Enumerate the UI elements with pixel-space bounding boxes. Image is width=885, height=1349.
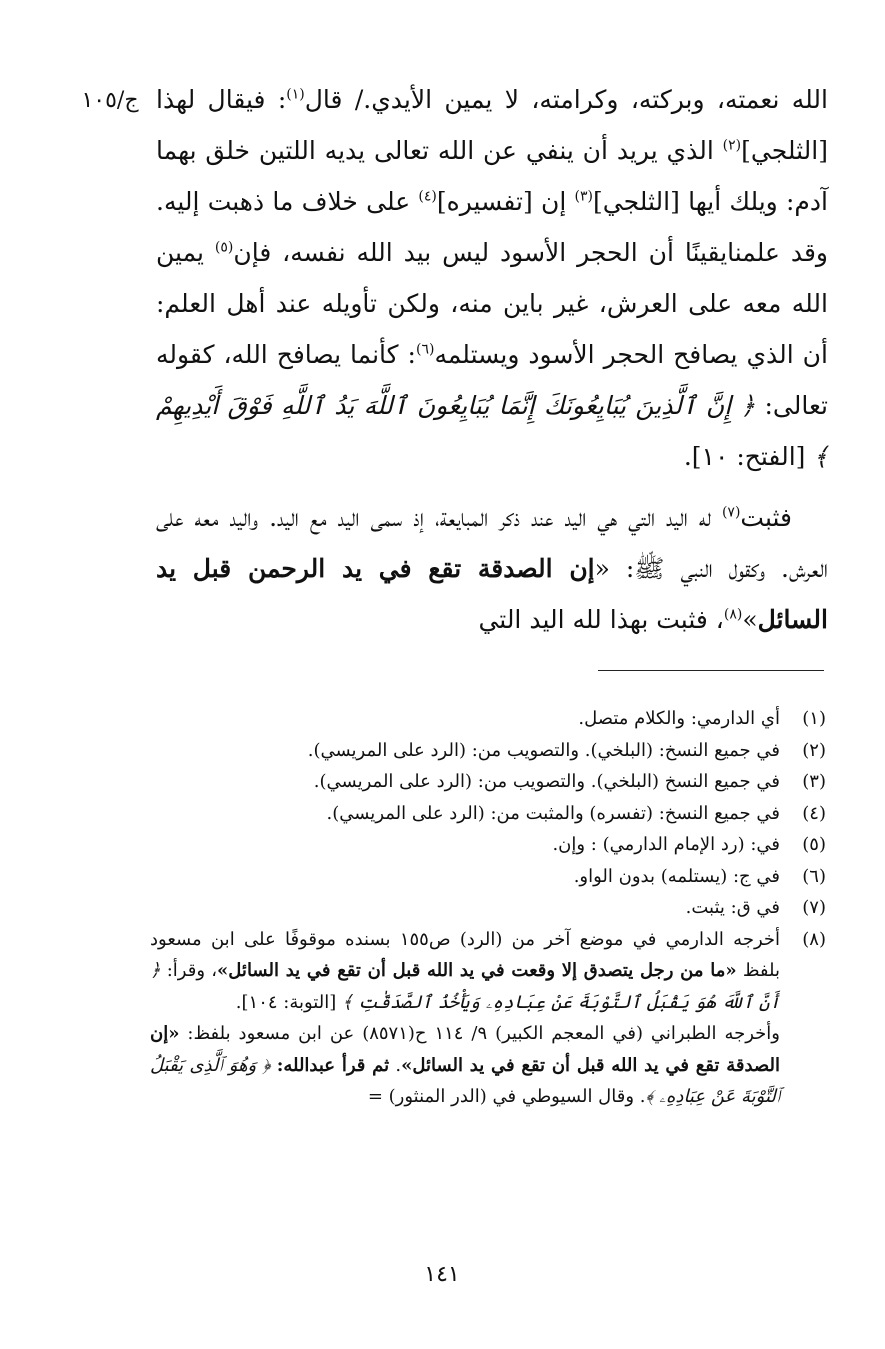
footnote-text: [150, 924, 780, 1113]
footnote-marker: (٢): [722, 137, 742, 154]
main-text: [156, 74, 828, 645]
text-segment: ، فثبت بهذا لله اليد التي: [478, 605, 724, 634]
text-segment: الذي يريد أن ينفي عن الله تعالى يديه اللتين خلق بهما آدم: ويلك أيها [الثلجي]: [156, 136, 828, 216]
text-segment: فثبت: [740, 503, 792, 532]
footnotes: [150, 703, 826, 1113]
footnote-paragraph: [150, 829, 780, 861]
footnote-text: [150, 703, 780, 735]
footnote-number: (٣): [802, 771, 826, 792]
text-segment: في ج: (يستلمه) بدون الواو.: [573, 865, 780, 887]
footnote-marker: (٥): [214, 239, 234, 256]
footnote-paragraph: [150, 924, 780, 1019]
margin-volume-reference: ج/١٠٥: [81, 88, 139, 113]
footnote: [150, 798, 826, 830]
footnote-paragraph: [150, 766, 780, 798]
footnote: [150, 766, 826, 798]
quran-quote: ﴿ وَهُوَ ٱلَّذِى يَقْبَلُ ٱلتَّوْبَةَ عَنْ عِبَادِهِۦ ﴾: [150, 1054, 780, 1107]
footnote-number: (١): [802, 708, 826, 729]
text-segment: في جميع النسخ (البلخي). والتصويب من: (الرد على المريسي).: [313, 771, 780, 792]
hadith-text: «ما من رجل يتصدق إلا وقعت في يد الله قبل أن تقع في يد السائل»: [217, 960, 737, 981]
footnote-paragraph: [150, 892, 780, 924]
footnote-number: (٤): [802, 802, 826, 824]
footnote-marker: (١): [286, 86, 305, 103]
footnote-text: [150, 861, 780, 893]
footnote-text: [150, 798, 780, 830]
footnote-text: [150, 766, 780, 798]
footnote: [150, 861, 826, 893]
footnote-text: [150, 829, 780, 861]
footnote-text: [150, 735, 780, 767]
footnote-paragraph: [150, 735, 780, 767]
text-segment: الله نعمته، وبركته، وكرامته، لا يمين الأيدي./ قال: [304, 85, 828, 114]
text-segment: على خلاف ما ذهبت إليه. وقد علمنايقينًا أن الحجر الأسود ليس بيد الله نفسه، فإن: [156, 187, 828, 267]
quran-quote: ﴿ أَنَّ ٱللَّهَ هُوَ يَقْبَلُ ٱلتَّوْبَةَ عَنْ عِبَادِهِۦ وَيَأْخُذُ ٱلصَّدَقَٰتِ ﴾: [150, 960, 780, 1013]
footnote-separator: [598, 670, 824, 671]
text-segment: في جميع النسخ: (البلخي). والتصويب من: (الرد على المريسي).: [307, 739, 780, 761]
hadith-text: ثم قرأ عبدالله:: [276, 1054, 390, 1076]
text-segment: في ق: يثبت.: [685, 897, 780, 918]
footnote-number: (٨): [802, 928, 826, 950]
paragraph: [156, 74, 828, 482]
page-number: ١٤١: [424, 1262, 460, 1287]
text-segment: .: [389, 1054, 402, 1076]
hadith-text: إن الصدقة تقع في يد الرحمن قبل يد السائل: [156, 554, 828, 634]
footnote-marker: (٤): [418, 188, 437, 205]
footnote: [150, 703, 826, 735]
text-segment: وأخرجه الطبراني (في المعجم الكبير) ٩/ ١١٤ ح(٨٥٧١) عن ابن مسعود بلفظ:: [179, 1023, 780, 1044]
quran-quote: ﴿ إِنَّ ٱلَّذِينَ يُبَايِعُونَكَ إِنَّمَا يُبَايِعُونَ ٱللَّهَ يَدُ ٱللَّهِ فَوْقَ أَيْدِيهِمْ ﴾: [156, 391, 828, 471]
text-segment: . وقال السيوطي في (الدر المنثور) =: [367, 1086, 646, 1107]
footnote-paragraph: [150, 1018, 780, 1113]
text-segment: أخرجه الدارمي في موضع آخر من (الرد) ص١٥٥ بسنده موقوفًا على ابن مسعود بلفظ: [150, 928, 781, 981]
footnote-paragraph: [150, 703, 780, 735]
text-segment: أي الدارمي: والكلام متصل.: [578, 708, 780, 729]
text-segment: إن [تفسيره]: [436, 187, 575, 216]
hadith-text: «إن الصدقة تقع في يد الله قبل أن تقع في يد السائل»: [150, 1023, 780, 1076]
footnote-number: (٦): [802, 865, 826, 887]
footnote-paragraph: [150, 798, 780, 830]
footnote-marker: (٦): [415, 341, 435, 358]
footnote-number: (٢): [802, 739, 826, 761]
footnote-number: (٧): [802, 897, 826, 918]
footnote-paragraph: [150, 861, 780, 893]
footnote: [150, 829, 826, 861]
text-segment: [الفتح: ١٠].: [683, 442, 814, 471]
text-segment: : كأنما يصافح الله، كقوله تعالى:: [156, 340, 828, 420]
text-segment: يمين الله معه على العرش، غير باين منه، ولكن تأويله عند أهل العلم: أن الذي يصافح الحجر الأسود ويستلمه: [156, 238, 828, 369]
text-segment: في جميع النسخ: (تفسره) والمثبت من: (الرد على المريسي).: [326, 802, 780, 824]
footnote-marker: (٧): [721, 504, 741, 521]
text-segment: [التوبة: ١٠٤].: [235, 991, 342, 1013]
footnote-marker: (٣): [574, 188, 593, 205]
paragraph: [156, 492, 828, 645]
footnote: [150, 735, 826, 767]
text-segment: ، وقرأ:: [160, 960, 218, 981]
footnote-number: (٥): [802, 834, 826, 855]
footnote-marker: (٨): [723, 606, 743, 623]
footnote: [150, 924, 826, 1113]
text-segment: : فيقال لهذا [الثلجي]: [156, 85, 828, 165]
footnote: [150, 892, 826, 924]
text-segment: »: [742, 605, 758, 634]
text-segment: في: (رد الإمام الدارمي) : وإن.: [552, 834, 780, 855]
footnote-text: [150, 892, 780, 924]
text-segment: له اليد التي هي اليد عند ذكر المبايعة، إذ سمى اليد مع اليد. واليد معه على العرش. وكقول النبي ﷺ: «: [156, 503, 828, 583]
